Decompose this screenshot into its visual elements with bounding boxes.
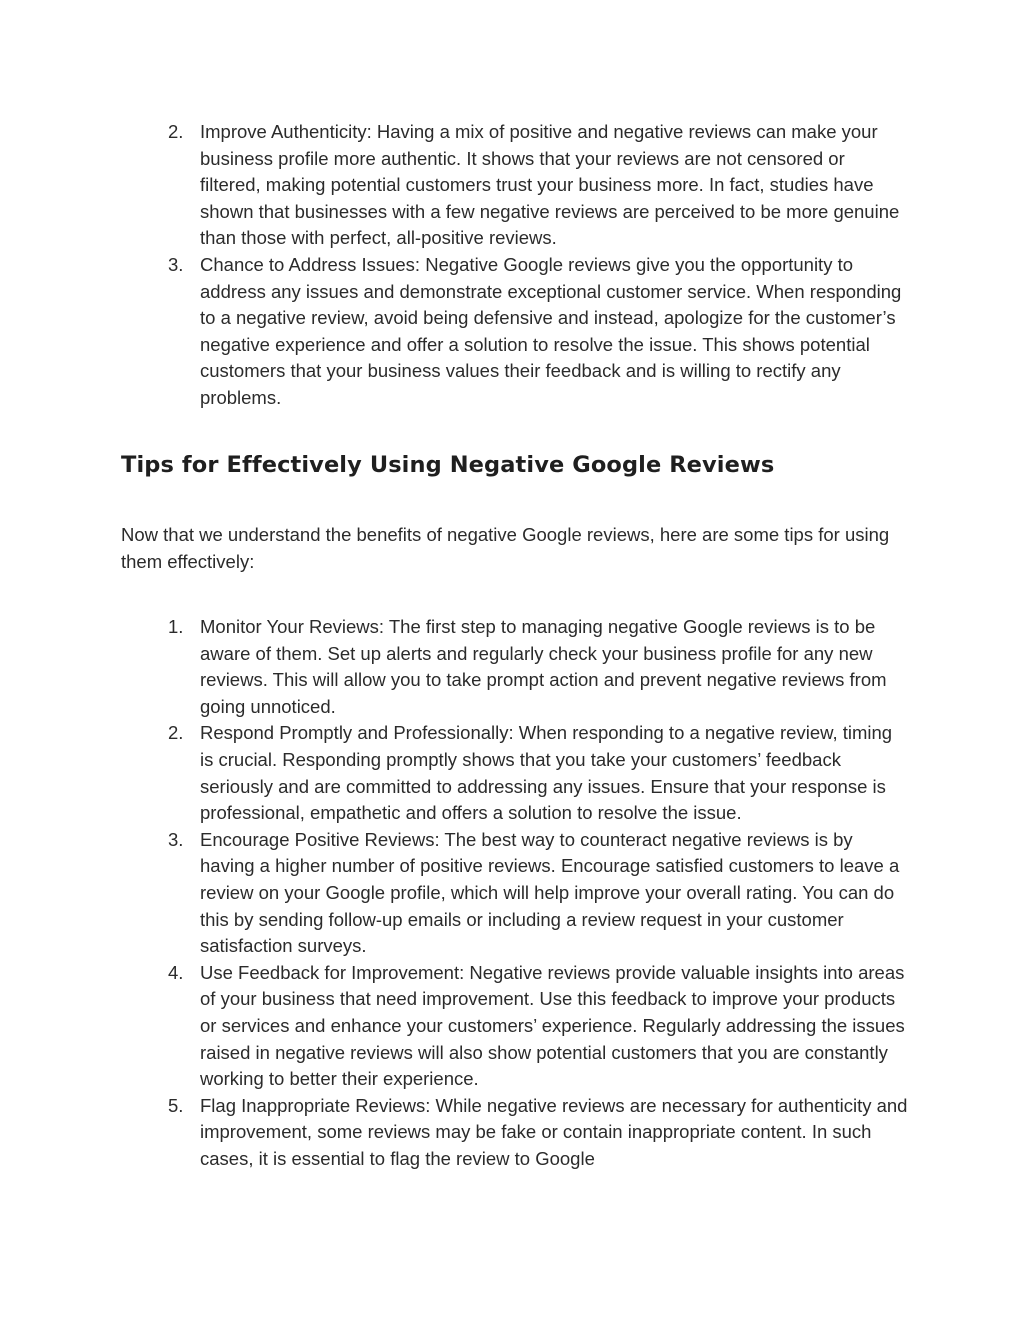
list-item xyxy=(0,119,908,252)
list-item xyxy=(0,720,908,826)
list-item-text: Chance to Address Issues: Negative Google reviews give you the opportunity to address any issues and demonstrate exceptional customer service. When responding to a negative review, avoid being defensive and instead, apologize for the customer’s negative experience and offer a solution to resolve the issue. This shows potential customers that your business values their feedback and is willing to rectify any problems. xyxy=(200,253,902,408)
list-item xyxy=(0,960,908,1093)
list-number: 2. xyxy=(168,121,184,142)
list-number: 1. xyxy=(168,616,184,637)
tips-list xyxy=(0,614,1024,1172)
intro-paragraph: Now that we understand the benefits of negative Google reviews, here are some tips for using them effectively: xyxy=(121,524,890,572)
list-item-text: Encourage Positive Reviews: The best way to counteract negative reviews is by having a higher number of positive reviews. Encourage satisfied customers to leave a review on your Google profile, which will help improve your overall rating. You can do this by sending follow-up emails or including a review request in your customer satisfaction surveys. xyxy=(200,828,900,957)
list-item-text: Monitor Your Reviews: The first step to managing negative Google reviews is to be aware of them. Set up alerts and regularly check your business profile for any new reviews. This will allow you to take prompt action and prevent negative reviews from going unnoticed. xyxy=(200,616,887,717)
list-item xyxy=(0,614,908,720)
list-item-text: Flag Inappropriate Reviews: While negative reviews are necessary for authenticity and improvement, some reviews may be fake or contain inappropriate content. In such cases, it is essential to flag the review to Google xyxy=(200,1094,908,1169)
benefits-list-continued xyxy=(0,119,1024,412)
list-number: 3. xyxy=(168,253,184,275)
list-number: 4. xyxy=(168,961,184,983)
section-heading: Tips for Effectively Using Negative Google Reviews xyxy=(121,452,775,478)
list-item-text: Improve Authenticity: Having a mix of positive and negative reviews can make your business profile more authentic. It shows that your reviews are not censored or filtered, making potential customers trust your business more. In fact, studies have shown that businesses with a few negative reviews are perceived to be more genuine than those with perfect, all-positive reviews. xyxy=(200,121,900,249)
list-item-text: Use Feedback for Improvement: Negative reviews provide valuable insights into areas of your business that need improvement. Use this feedback to improve your products or services and enhance your customers’ experience. Regularly addressing the issues raised in negative reviews will also show potential customers that you are constantly working to better their experience. xyxy=(200,961,905,1090)
list-item-text: Respond Promptly and Professionally: When responding to a negative review, timing is crucial. Responding promptly shows that you take your customers’ feedback seriously and are committed to addressing any issues. Ensure that your response is professional, empathetic and offers a solution to resolve the issue. xyxy=(200,722,893,824)
list-number: 5. xyxy=(168,1094,184,1116)
list-number: 2. xyxy=(168,722,184,744)
list-item xyxy=(0,252,908,412)
list-item xyxy=(0,827,908,960)
list-number: 3. xyxy=(168,828,184,850)
list-item xyxy=(0,1093,908,1173)
